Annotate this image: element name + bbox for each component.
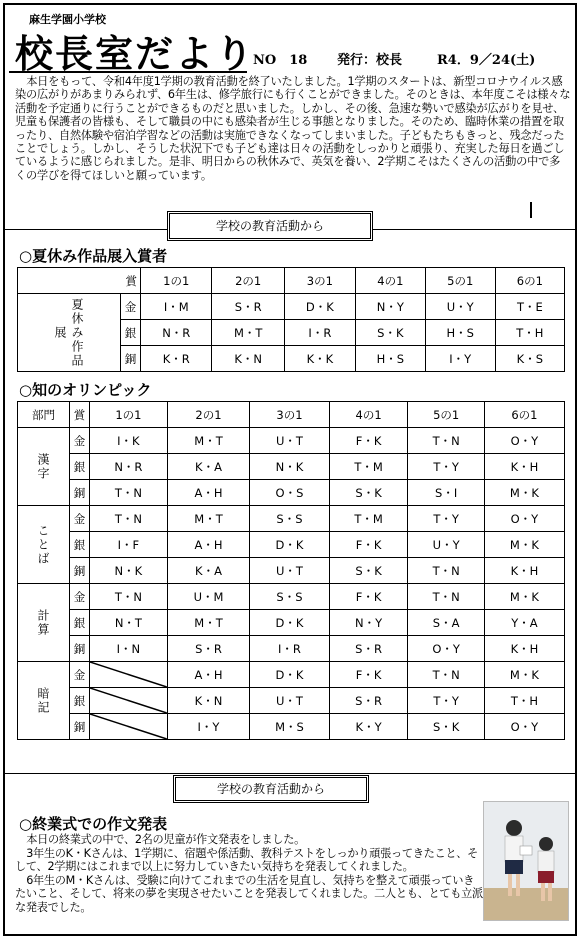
summer-header-row bbox=[18, 268, 565, 294]
essay-heading: ○終業式での作文発表 bbox=[19, 815, 168, 833]
prize-label: 銀 bbox=[70, 454, 90, 480]
grade-2: 2の1 bbox=[167, 402, 249, 428]
grade-2: 2の1 bbox=[212, 268, 284, 294]
prize-column-header: 賞 bbox=[70, 402, 90, 428]
table-cell: I・R bbox=[250, 636, 329, 662]
prize-label: 銅 bbox=[70, 480, 90, 506]
table-cell: K・H bbox=[484, 558, 564, 584]
grade-3: 3の1 bbox=[284, 268, 355, 294]
table-cell: T・Y bbox=[408, 454, 484, 480]
department-label bbox=[18, 428, 70, 506]
grade-5: 5の1 bbox=[425, 268, 495, 294]
table-row bbox=[18, 532, 565, 558]
table-cell: D・K bbox=[284, 294, 355, 320]
table-cell: A・H bbox=[167, 662, 249, 688]
title-underline bbox=[9, 71, 247, 73]
table-cell: K・Y bbox=[329, 714, 408, 740]
table-cell: O・Y bbox=[408, 636, 484, 662]
prize-label: 銅 bbox=[70, 558, 90, 584]
prize-label: 金 bbox=[70, 428, 90, 454]
table-cell: T・N bbox=[408, 584, 484, 610]
table-row bbox=[18, 662, 565, 688]
diagonal-slash bbox=[90, 688, 167, 713]
table-cell: O・Y bbox=[484, 506, 564, 532]
table-cell: M・T bbox=[167, 428, 249, 454]
table-row bbox=[18, 636, 565, 662]
ceremony-photo bbox=[483, 801, 569, 921]
newsletter-header bbox=[5, 5, 575, 76]
department-label bbox=[18, 584, 70, 662]
newsletter-title: 校長室だより bbox=[15, 31, 256, 76]
table-cell: S・S bbox=[250, 584, 329, 610]
table-cell: U・T bbox=[250, 428, 329, 454]
table-cell: N・Y bbox=[355, 294, 425, 320]
essay-paragraph: 3年生のK・Kさんは、1学期に、宿題や係活動、教科テストをしっかり頑張ってきたこと、そして、2学期にはこれまで以上に努力していきたい気持ちを発表してくれました。 bbox=[15, 846, 479, 874]
table-cell: T・H bbox=[495, 320, 564, 346]
department-name: 漢字 bbox=[36, 452, 50, 481]
diagonal-slash bbox=[90, 714, 167, 739]
prize-label: 銀 bbox=[70, 688, 90, 714]
intro-end-mark bbox=[530, 202, 532, 218]
table-cell: H・S bbox=[355, 346, 425, 372]
department-name: ことば bbox=[36, 523, 50, 566]
table-cell: D・K bbox=[250, 610, 329, 636]
summer-award-table bbox=[17, 267, 565, 372]
table-cell: T・M bbox=[329, 506, 408, 532]
table-cell: N・R bbox=[90, 454, 168, 480]
table-cell: F・K bbox=[329, 584, 408, 610]
grade-5: 5の1 bbox=[408, 402, 484, 428]
grade-1: 1の1 bbox=[141, 268, 212, 294]
table-row bbox=[18, 428, 565, 454]
table-cell: K・A bbox=[167, 558, 249, 584]
publisher: 発行：校長 bbox=[337, 53, 403, 68]
table-row bbox=[18, 454, 565, 480]
table-cell: S・R bbox=[329, 688, 408, 714]
table-cell: U・Y bbox=[425, 294, 495, 320]
table-cell: K・H bbox=[484, 454, 564, 480]
prize-label: 銀 bbox=[121, 320, 141, 346]
section-banner: 学校の教育活動から bbox=[167, 211, 373, 241]
table-cell: O・Y bbox=[484, 714, 564, 740]
table-cell: S・R bbox=[329, 636, 408, 662]
table-row bbox=[18, 506, 565, 532]
grade-6: 6の1 bbox=[495, 268, 564, 294]
table-cell: K・S bbox=[495, 346, 564, 372]
table-cell: I・R bbox=[284, 320, 355, 346]
olympic-award-table bbox=[17, 401, 565, 740]
summer-corner: 賞 bbox=[18, 268, 141, 294]
table-cell: M・T bbox=[167, 610, 249, 636]
table-cell: M・T bbox=[212, 320, 284, 346]
table-cell: F・K bbox=[329, 532, 408, 558]
table-cell: N・T bbox=[90, 610, 168, 636]
table-cell: K・K bbox=[284, 346, 355, 372]
table-cell: H・S bbox=[425, 320, 495, 346]
table-cell: M・K bbox=[484, 584, 564, 610]
summer-side-label: 夏休み作品展 bbox=[18, 294, 121, 372]
table-cell: F・K bbox=[329, 428, 408, 454]
table-cell: F・K bbox=[329, 662, 408, 688]
table-cell: U・Y bbox=[408, 532, 484, 558]
prize-label: 金 bbox=[70, 584, 90, 610]
grade-4: 4の1 bbox=[355, 268, 425, 294]
table-cell: U・T bbox=[250, 688, 329, 714]
table-cell: O・S bbox=[250, 480, 329, 506]
table-row bbox=[18, 584, 565, 610]
table-cell: N・R bbox=[141, 320, 212, 346]
table-cell: T・N bbox=[90, 480, 168, 506]
table-row bbox=[18, 558, 565, 584]
summer-heading: ○夏休み作品展入賞者 bbox=[19, 247, 168, 265]
table-cell: Y・A bbox=[484, 610, 564, 636]
table-cell: M・S bbox=[250, 714, 329, 740]
table-cell: S・K bbox=[408, 714, 484, 740]
department-name: 計算 bbox=[36, 608, 50, 637]
section-divider bbox=[5, 773, 575, 774]
empty-cell bbox=[90, 662, 168, 688]
table-cell: K・A bbox=[167, 454, 249, 480]
section-banner: 学校の教育活動から bbox=[173, 775, 369, 803]
table-row bbox=[18, 688, 565, 714]
table-cell: M・K bbox=[484, 480, 564, 506]
olympic-header-row bbox=[18, 402, 565, 428]
table-cell: T・N bbox=[90, 584, 168, 610]
essay-paragraph: 本日の終業式の中で、2名の児童が作文発表をしました。 bbox=[26, 833, 305, 846]
table-cell: K・N bbox=[212, 346, 284, 372]
students-illustration bbox=[484, 802, 569, 921]
table-cell: T・E bbox=[495, 294, 564, 320]
empty-cell bbox=[90, 688, 168, 714]
table-cell: O・Y bbox=[484, 428, 564, 454]
grade-6: 6の1 bbox=[484, 402, 564, 428]
department-name: 暗記 bbox=[36, 686, 50, 715]
grade-3: 3の1 bbox=[250, 402, 329, 428]
table-cell: T・M bbox=[329, 454, 408, 480]
intro-text bbox=[15, 75, 571, 182]
empty-cell bbox=[90, 714, 168, 740]
table-cell: M・K bbox=[484, 532, 564, 558]
table-cell: T・N bbox=[408, 662, 484, 688]
prize-label: 金 bbox=[70, 506, 90, 532]
table-cell: U・T bbox=[250, 558, 329, 584]
table-cell: S・K bbox=[329, 558, 408, 584]
table-cell: T・Y bbox=[408, 506, 484, 532]
prize-label: 銀 bbox=[70, 532, 90, 558]
table-cell: K・R bbox=[141, 346, 212, 372]
prize-label: 銀 bbox=[70, 610, 90, 636]
grade-1: 1の1 bbox=[90, 402, 168, 428]
issue-date: R4．9／24(土) bbox=[437, 53, 536, 68]
table-row bbox=[18, 610, 565, 636]
table-cell: S・K bbox=[355, 320, 425, 346]
table-cell: T・N bbox=[408, 428, 484, 454]
table-cell: T・Y bbox=[408, 688, 484, 714]
table-cell: K・N bbox=[167, 688, 249, 714]
table-cell: N・Y bbox=[329, 610, 408, 636]
table-cell: M・T bbox=[167, 506, 249, 532]
prize-label: 銅 bbox=[70, 636, 90, 662]
table-cell: S・R bbox=[167, 636, 249, 662]
table-cell: A・H bbox=[167, 532, 249, 558]
summer-row-gold bbox=[18, 294, 565, 320]
table-cell: I・M bbox=[141, 294, 212, 320]
dept-column-header: 部門 bbox=[18, 402, 70, 428]
department-label bbox=[18, 662, 70, 740]
olympic-heading: ○知のオリンピック bbox=[19, 381, 152, 399]
essay-paragraph: 6年生のM・Kさんは、受験に向けてこれまでの生活を見直し、気持ちを整えて頑張っていきたいこと、そして、将来の夢を実現させたいことを発表してくれました。二人とも、とても立派な発表でした。 bbox=[15, 873, 483, 914]
essay-text bbox=[15, 833, 483, 915]
issue-number: NO 18 bbox=[253, 53, 308, 68]
table-cell: T・N bbox=[90, 506, 168, 532]
table-cell: I・Y bbox=[167, 714, 249, 740]
table-cell: M・K bbox=[484, 662, 564, 688]
prize-label: 金 bbox=[121, 294, 141, 320]
prize-label: 銅 bbox=[121, 346, 141, 372]
table-cell: S・R bbox=[212, 294, 284, 320]
table-cell: N・K bbox=[90, 558, 168, 584]
prize-label: 銅 bbox=[70, 714, 90, 740]
table-cell: U・M bbox=[167, 584, 249, 610]
school-name: 麻生学園小学校 bbox=[29, 13, 106, 26]
diagonal-slash bbox=[90, 662, 167, 687]
grade-4: 4の1 bbox=[329, 402, 408, 428]
table-cell: A・H bbox=[167, 480, 249, 506]
table-cell: I・F bbox=[90, 532, 168, 558]
table-cell: T・N bbox=[408, 558, 484, 584]
table-cell: D・K bbox=[250, 662, 329, 688]
prize-label: 金 bbox=[70, 662, 90, 688]
table-cell: N・K bbox=[250, 454, 329, 480]
table-cell: S・A bbox=[408, 610, 484, 636]
table-cell: I・N bbox=[90, 636, 168, 662]
table-cell: I・Y bbox=[425, 346, 495, 372]
table-cell: K・H bbox=[484, 636, 564, 662]
table-cell: I・K bbox=[90, 428, 168, 454]
table-cell: T・H bbox=[484, 688, 564, 714]
table-row bbox=[18, 480, 565, 506]
table-cell: S・K bbox=[329, 480, 408, 506]
intro-paragraph: 本日をもって、令和4年度1学期の教育活動を終了いたしました。1学期のスタートは、新型コロナウイルス感染の広がりがあまりみられず、6年生は、修学旅行にも行くことができました。そのときは、本年度こそは様々な活動を予定通りに行うことができるものだと思いました。しかし、その後、急速な勢いで感染が広がりを見せ、児童も保護者の皆様も、そして職員の中にも感染者が生じる事態となりました。そのため、臨時休業の措置を取ったり、自然体験や宿泊学習などの活動は実施できなくなってしまいました。子どもたちもきっと、残念だったことでしょう。しかし、そうした状況下でも子ども達は日々の活動をしっかりと頑張り、充実した毎日を過ごしているように感じられました。是非、明日からの秋休みで、英気を養い、2学期こそはたくさんの活動の中で多くの学びを得てほしいと願っています。 bbox=[15, 75, 571, 182]
table-cell: D・K bbox=[250, 532, 329, 558]
table-cell: S・S bbox=[250, 506, 329, 532]
table-cell: S・I bbox=[408, 480, 484, 506]
department-label bbox=[18, 506, 70, 584]
table-row bbox=[18, 714, 565, 740]
newsletter-page bbox=[3, 3, 577, 936]
